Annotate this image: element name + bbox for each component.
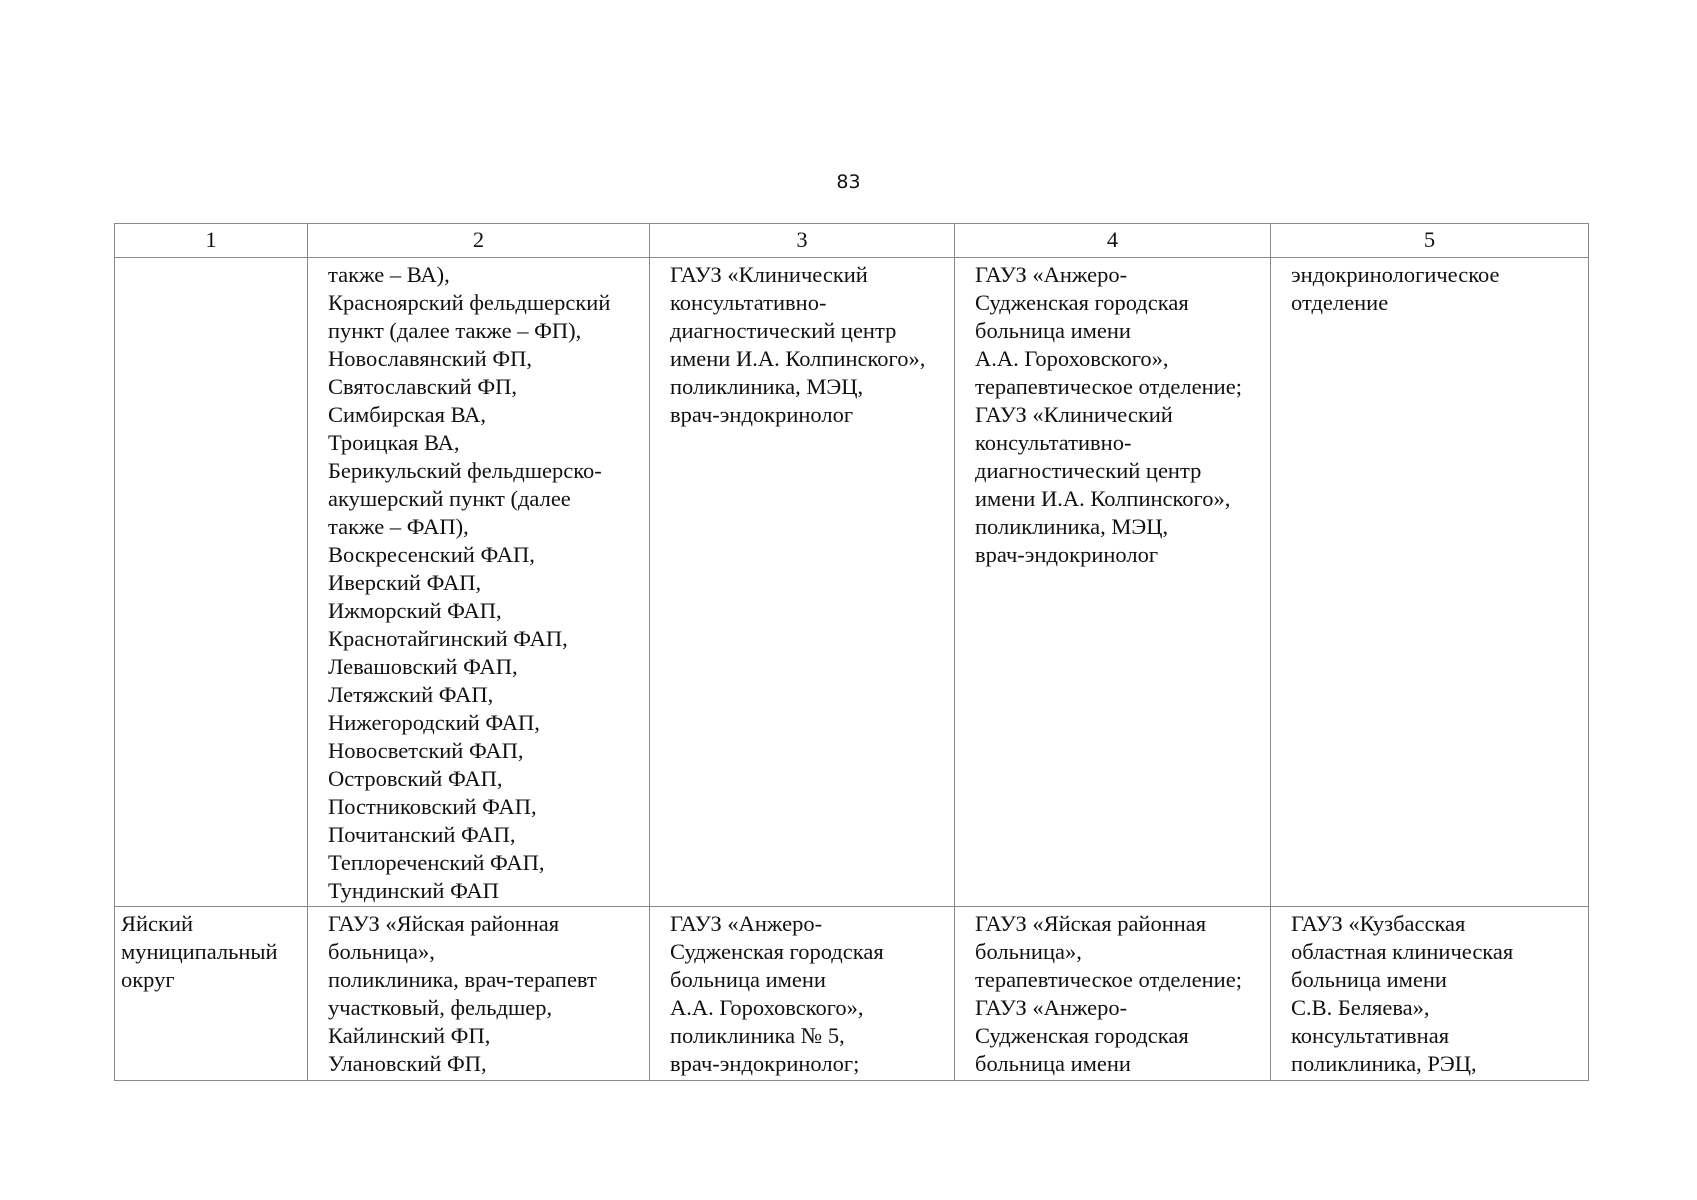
page-number: 83 (836, 171, 861, 193)
document-table (114, 223, 1589, 1081)
table-cell-district: Яйский муниципальный округ (115, 907, 308, 1081)
table-cell-regional-care: ГАУЗ «Кузбасская областная клиническая больница имени С.В. Беляева», консультативная поликлиника, РЭЦ, (1271, 907, 1589, 1081)
table-cell-hospital-care: ГАУЗ «Анжеро- Судженская городская больница имени А.А. Гороховского», терапевтическое отделение; ГАУЗ «Клинический консультативно- диагностический центр имени И.А. Колпинского», поликлиника, МЭЦ, врач-эндокринолог (955, 258, 1271, 907)
column-header: 4 (955, 224, 1271, 258)
table-row (115, 258, 1589, 907)
table-cell-district (115, 258, 308, 907)
column-header: 3 (650, 224, 955, 258)
table-row (115, 907, 1589, 1081)
table-cell-primary-care: также – ВА), Красноярский фельдшерский пункт (далее также – ФП), Новославянский ФП, Святославский ФП, Симбирская ВА, Троицкая ВА, Берикульский фельдшерско- акушерский пункт (далее также – ФАП), Воскресенский ФАП, Иверский ФАП, Ижморский ФАП, Краснотайгинский ФАП, Левашовский ФАП, Летяжский ФАП, Нижегородский ФАП, Новосветский ФАП, Островский ФАП, Постниковский ФАП, Почитанский ФАП, Теплореченский ФАП, Тундинский ФАП (308, 258, 650, 907)
column-header: 1 (115, 224, 308, 258)
table-cell-specialist-care: ГАУЗ «Анжеро- Судженская городская больница имени А.А. Гороховского», поликлиника № 5, врач-эндокринолог; (650, 907, 955, 1081)
column-header: 2 (308, 224, 650, 258)
column-header: 5 (1271, 224, 1589, 258)
table-cell-primary-care: ГАУЗ «Яйская районная больница», поликлиника, врач-терапевт участковый, фельдшер, Кайлинский ФП, Улановский ФП, (308, 907, 650, 1081)
table-cell-regional-care: эндокринологическое отделение (1271, 258, 1589, 907)
table-header-row (115, 224, 1589, 258)
table-cell-specialist-care: ГАУЗ «Клинический консультативно- диагностический центр имени И.А. Колпинского», поликлиника, МЭЦ, врач-эндокринолог (650, 258, 955, 907)
table-cell-hospital-care: ГАУЗ «Яйская районная больница», терапевтическое отделение; ГАУЗ «Анжеро- Судженская городская больница имени (955, 907, 1271, 1081)
